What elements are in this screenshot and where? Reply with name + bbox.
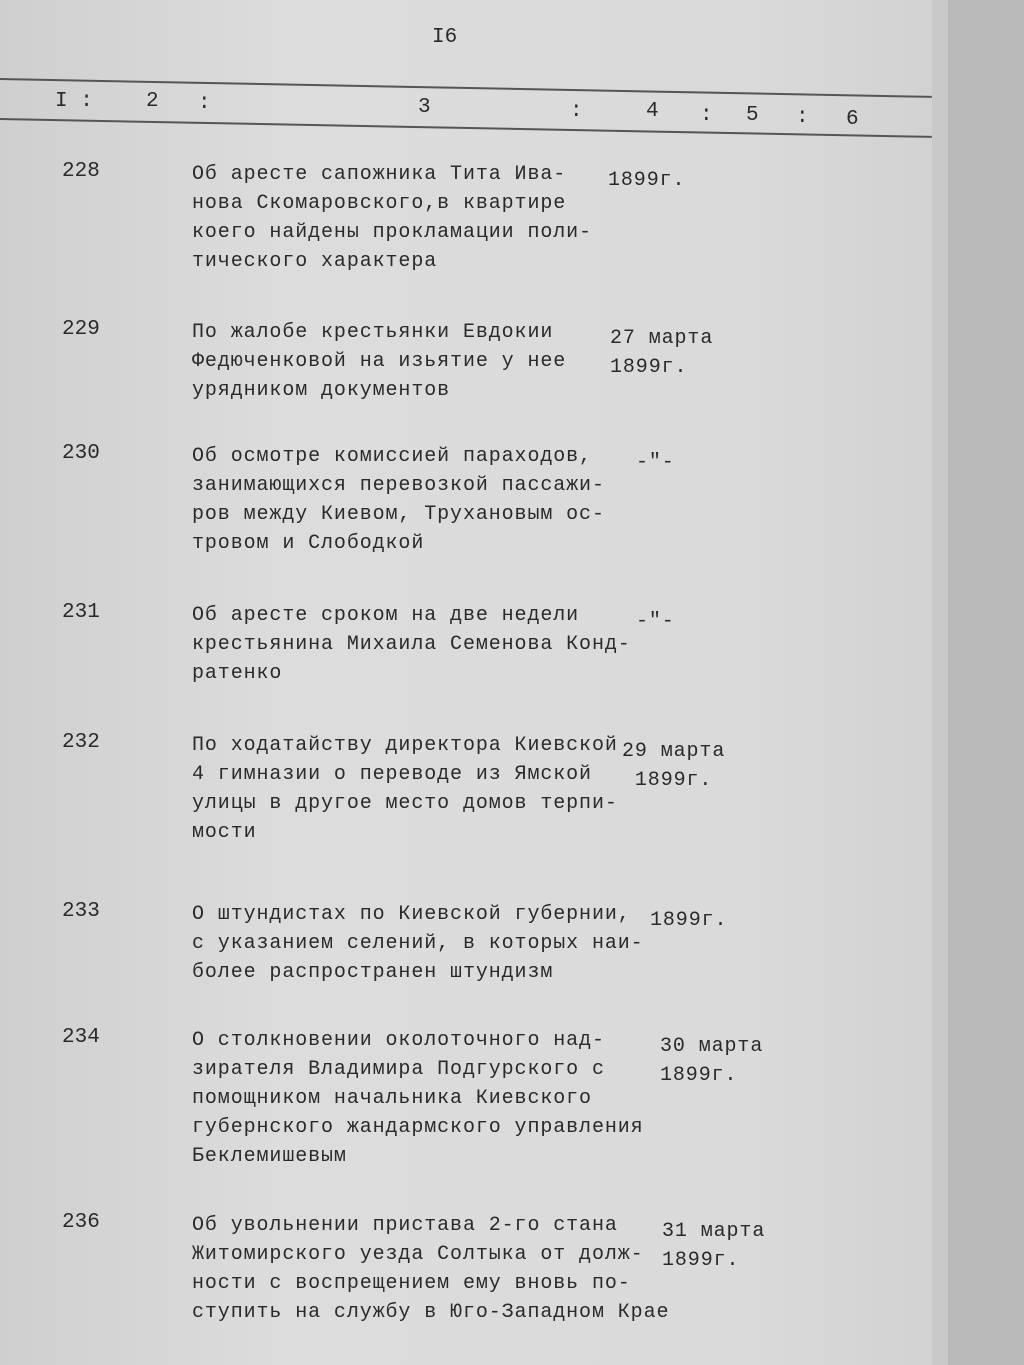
- description-line: тического характера: [192, 250, 438, 273]
- page-number: I6: [432, 26, 458, 49]
- row-date: [662, 1217, 765, 1275]
- column-header-4: 4: [646, 100, 659, 123]
- description-line: улицы в другое место домов терпи-: [192, 792, 618, 815]
- row-number: 231: [62, 601, 100, 624]
- row-date: [636, 448, 675, 477]
- description-line: По жалобе крестьянки Евдокии: [192, 321, 554, 344]
- description-line: более распространен штундизм: [192, 961, 554, 984]
- description-line: По ходатайству директора Киевской: [192, 734, 618, 757]
- description-line: крестьянина Михаила Семенова Конд-: [192, 633, 631, 656]
- row-description: [192, 318, 566, 405]
- date-line: 30 марта: [660, 1035, 764, 1058]
- row-description: [192, 160, 592, 276]
- row-description: [192, 1211, 669, 1327]
- description-line: 4 гимназии о переводе из Ямской: [192, 763, 592, 786]
- description-line: помощником начальника Киевского: [192, 1087, 592, 1110]
- row-date: [650, 906, 727, 935]
- date-line: 31 марта: [662, 1220, 766, 1243]
- description-line: зирателя Владимира Подгурского с: [192, 1058, 605, 1081]
- header-rule-bottom: [0, 118, 932, 138]
- column-separator: :: [198, 92, 211, 115]
- date-line: 1899г.: [610, 356, 688, 379]
- description-line: Беклемишевым: [192, 1145, 347, 1168]
- header-rule-top: [0, 78, 932, 98]
- row-date: [608, 166, 685, 195]
- row-number: 236: [62, 1211, 100, 1234]
- description-line: ности с воспрещением ему вновь по-: [192, 1272, 631, 1295]
- column-header-2: 2: [146, 90, 159, 113]
- row-date: [636, 607, 675, 636]
- column-separator: :: [700, 104, 713, 127]
- description-line: губернского жандармского управления: [192, 1116, 644, 1139]
- date-line: -"-: [636, 451, 675, 474]
- description-line: тровом и Слободкой: [192, 532, 425, 555]
- description-line: ров между Киевом, Трухановым ос-: [192, 503, 605, 526]
- date-line: 27 марта: [610, 327, 714, 350]
- description-line: О штундистах по Киевской губернии,: [192, 903, 631, 926]
- row-description: [192, 442, 605, 558]
- row-description: [192, 900, 644, 987]
- description-line: с указанием селений, в которых наи-: [192, 932, 644, 955]
- column-header-1: I :: [55, 90, 93, 113]
- date-line: -"-: [636, 610, 675, 633]
- column-separator: :: [796, 106, 809, 129]
- row-number: 229: [62, 318, 100, 341]
- row-number: 228: [62, 160, 100, 183]
- description-line: Федюченковой на изьятие у нее: [192, 350, 567, 373]
- description-line: ратенко: [192, 662, 283, 685]
- description-line: урядником документов: [192, 379, 451, 402]
- description-line: коего найдены прокламации поли-: [192, 221, 592, 244]
- description-line: Об осмотре комиссией параходов,: [192, 445, 592, 468]
- description-line: Об аресте сапожника Тита Ива-: [192, 163, 567, 186]
- description-line: Об аресте сроком на две недели: [192, 604, 580, 627]
- row-number: 230: [62, 442, 100, 465]
- date-line: 1899г.: [650, 909, 728, 932]
- row-description: [192, 1026, 644, 1171]
- description-line: ступить на службу в Юго-Западном Крае: [192, 1301, 670, 1324]
- column-separator: :: [570, 100, 583, 123]
- date-line: 1899г.: [622, 769, 713, 792]
- row-date: [622, 737, 725, 795]
- date-line: 1899г.: [662, 1249, 740, 1272]
- column-header-3: 3: [418, 96, 431, 119]
- description-line: мости: [192, 821, 257, 844]
- description-line: нова Скомаровского,в квартире: [192, 192, 567, 215]
- row-date: [610, 324, 713, 382]
- description-line: Об увольнении пристава 2-го стана: [192, 1214, 618, 1237]
- date-line: 1899г.: [608, 169, 686, 192]
- row-date: [660, 1032, 763, 1090]
- date-line: 1899г.: [660, 1064, 738, 1087]
- row-number: 232: [62, 731, 100, 754]
- row-description: [192, 731, 618, 847]
- date-line: 29 марта: [622, 740, 726, 763]
- description-line: О столкновении околоточного над-: [192, 1029, 605, 1052]
- column-header-6: 6: [846, 108, 859, 131]
- column-header-5: 5: [746, 104, 759, 127]
- description-line: Житомирского уезда Солтыка от долж-: [192, 1243, 644, 1266]
- description-line: занимающихся перевозкой пассажи-: [192, 474, 605, 497]
- row-number: 234: [62, 1026, 100, 1049]
- row-description: [192, 601, 631, 688]
- row-number: 233: [62, 900, 100, 923]
